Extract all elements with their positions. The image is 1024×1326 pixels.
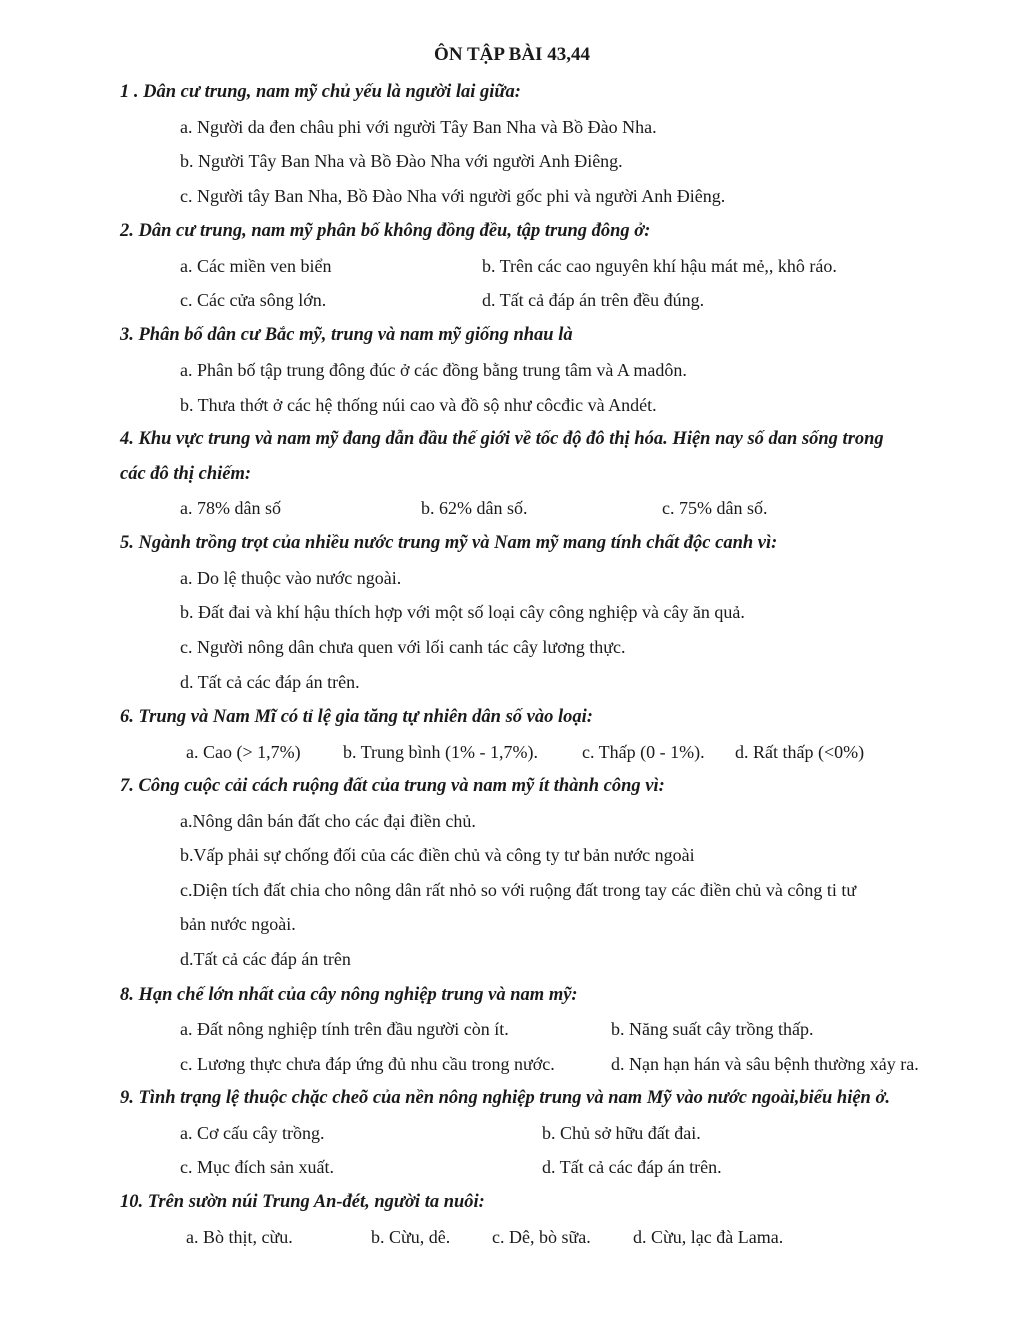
q8-option-a: a. Đất nông nghiệp tính trên đầu người còn ít.: [180, 1019, 509, 1039]
q9-option-a: a. Cơ cấu cây trồng.: [180, 1123, 325, 1143]
question-5: 5. Ngành trồng trọt của nhiều nước trung mỹ và Nam mỹ mang tính chất độc canh vì:: [120, 533, 778, 553]
q7-option-c: c.Diện tích đất chia cho nông dân rất nhỏ so với ruộng đất trong tay các điền chủ và công ti tư: [180, 880, 857, 900]
q8-option-c: c. Lương thực chưa đáp ứng đủ nhu cầu trong nước.: [180, 1054, 555, 1074]
question-6: 6. Trung và Nam Mĩ có tỉ lệ gia tăng tự nhiên dân số vào loại:: [120, 707, 593, 727]
question-8: 8. Hạn chế lớn nhất của cây nông nghiệp trung và nam mỹ:: [120, 985, 578, 1005]
q7-option-d: d.Tất cả các đáp án trên: [180, 949, 351, 969]
q9-option-b: b. Chủ sở hữu đất đai.: [542, 1123, 701, 1143]
page-title: ÔN TẬP BÀI 43,44: [434, 44, 590, 65]
question-2: 2. Dân cư trung, nam mỹ phân bố không đồng đều, tập trung đông ở:: [120, 221, 651, 241]
q10-option-d: d. Cừu, lạc đà Lama.: [633, 1227, 784, 1247]
question-4-continued: các đô thị chiếm:: [120, 464, 252, 484]
q10-option-c: c. Dê, bò sữa.: [492, 1227, 591, 1247]
q5-option-b: b. Đất đai và khí hậu thích hợp với một số loại cây công nghiệp và cây ăn quả.: [180, 602, 745, 622]
q6-option-c: c. Thấp (0 - 1%).: [582, 742, 705, 762]
q3-option-b: b. Thưa thớt ở các hệ thống núi cao và đồ sộ như côcđic và Andét.: [180, 395, 657, 415]
q2-option-a: a. Các miền ven biển: [180, 256, 332, 276]
q9-option-d: d. Tất cả các đáp án trên.: [542, 1157, 722, 1177]
q1-option-a: a. Người da đen châu phi với người Tây Ban Nha và Bồ Đào Nha.: [180, 117, 657, 137]
q7-option-c-continued: bản nước ngoài.: [180, 914, 296, 934]
q9-option-c: c. Mục đích sản xuất.: [180, 1157, 334, 1177]
q6-option-b: b. Trung bình (1% - 1,7%).: [343, 742, 539, 762]
question-4: 4. Khu vực trung và nam mỹ đang dẫn đầu thế giới về tốc độ đô thị hóa. Hiện nay số dan sống trong: [120, 429, 884, 449]
q7-option-a: a.Nông dân bán đất cho các đại điền chủ.: [180, 811, 476, 831]
question-1: 1 . Dân cư trung, nam mỹ chủ yếu là người lai giữa:: [120, 82, 521, 102]
q2-option-b: b. Trên các cao nguyên khí hậu mát mẻ,, khô ráo.: [482, 256, 837, 276]
question-9: 9. Tình trạng lệ thuộc chặc cheõ của nền nông nghiệp trung và nam Mỹ vào nước ngoài,biểu hiện ở.: [120, 1088, 891, 1108]
q10-option-a: a. Bò thịt, cừu.: [186, 1227, 293, 1247]
question-10: 10. Trên sườn núi Trung An-đét, người ta nuôi:: [120, 1192, 485, 1212]
q1-option-c: c. Người tây Ban Nha, Bồ Đào Nha với người gốc phi và người Anh Điêng.: [180, 186, 726, 206]
q3-option-a: a. Phân bố tập trung đông đúc ở các đồng bằng trung tâm và A madôn.: [180, 360, 687, 380]
q2-option-d: d. Tất cả đáp án trên đều đúng.: [482, 290, 705, 310]
q5-option-a: a. Do lệ thuộc vào nước ngoài.: [180, 568, 402, 588]
q4-option-a: a. 78% dân số: [180, 498, 281, 518]
q10-option-b: b. Cừu, dê.: [371, 1227, 451, 1247]
q7-option-b: b.Vấp phải sự chống đối của các điền chủ và công ty tư bản nước ngoài: [180, 845, 695, 865]
q4-option-b: b. 62% dân số.: [421, 498, 528, 518]
question-7: 7. Công cuộc cải cách ruộng đất của trung và nam mỹ ít thành công vì:: [120, 776, 665, 796]
q8-option-b: b. Năng suất cây trồng thấp.: [611, 1019, 814, 1039]
question-3: 3. Phân bố dân cư Bắc mỹ, trung và nam mỹ giống nhau là: [120, 325, 573, 345]
q6-option-a: a. Cao (> 1,7%): [186, 742, 301, 762]
q5-option-c: c. Người nông dân chưa quen với lối canh tác cây lương thực.: [180, 637, 626, 657]
q5-option-d: d. Tất cả các đáp án trên.: [180, 672, 360, 692]
q2-option-c: c. Các cửa sông lớn.: [180, 290, 327, 310]
q6-option-d: d. Rất thấp (<0%): [735, 742, 865, 762]
q1-option-b: b. Người Tây Ban Nha và Bồ Đào Nha với người Anh Điêng.: [180, 151, 623, 171]
q8-option-d: d. Nạn hạn hán và sâu bệnh thường xảy ra.: [611, 1054, 919, 1074]
q4-option-c: c. 75% dân số.: [662, 498, 768, 518]
